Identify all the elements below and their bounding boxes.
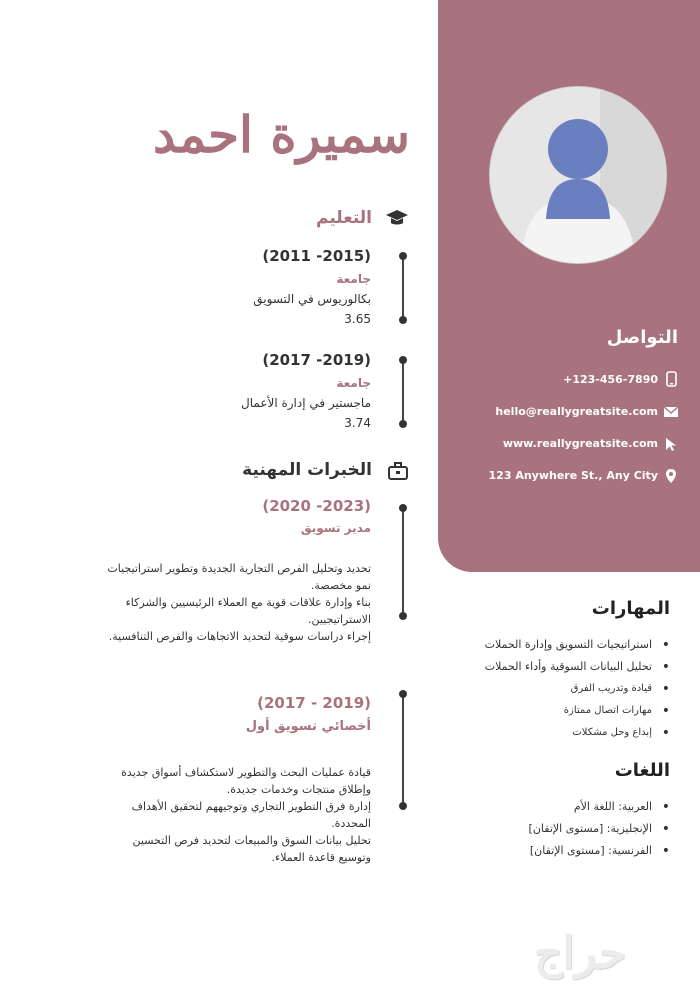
timeline-dot: [399, 690, 407, 698]
experience-title: الخبرات المهنية: [242, 460, 372, 480]
timeline-dot: [399, 612, 407, 620]
list-item: • مهارات اتصال ممتازة: [485, 700, 652, 722]
description-line: إدارة فرق التطوير التجاري وتوجيههم لتحقيق الأهداف: [131, 800, 371, 813]
contact-phone[interactable]: +123-456-7890: [563, 373, 658, 386]
watermark-logo: حراج: [533, 928, 627, 979]
contact-website[interactable]: www.reallygreatsite.com: [502, 437, 658, 450]
education-gpa: 3.74: [344, 416, 371, 430]
skills-list: [485, 634, 652, 744]
description-line: وإطلاق منتجات وخدمات جديدة.: [226, 783, 371, 796]
list-item: • تحليل البيانات السوقية وأداء الحملات: [485, 656, 652, 678]
experience-role: أخصائي تسويق أول: [245, 719, 371, 734]
education-title: التعليم: [316, 208, 372, 228]
education-degree: ماجستير في إدارة الأعمال: [241, 396, 371, 410]
description-line: إجراء دراسات سوقية لتحديد الاتجاهات والفرص التنافسية.: [108, 630, 371, 643]
education-years: (2019- 2017): [262, 351, 371, 369]
description-line: قيادة عمليات البحث والتطوير لاستكشاف أسواق جديدة: [121, 766, 371, 779]
timeline-dot: [399, 420, 407, 428]
timeline-dot: [399, 504, 407, 512]
description-line: المحددة.: [331, 817, 371, 830]
languages-list: [529, 796, 652, 862]
description-line: تحديد وتحليل الفرص التجارية الجديدة وتطوير استراتيجيات: [107, 562, 371, 575]
description-line: نمو مخصصة.: [310, 579, 371, 592]
description-line: الاستراتيجيين.: [308, 613, 371, 626]
briefcase-icon: [388, 462, 408, 480]
cursor-icon: [663, 436, 679, 452]
list-item: • قيادة وتدريب الفرق: [485, 678, 652, 700]
list-item: • الإنجليزية: [مستوى الإتقان]: [529, 818, 652, 840]
list-item: • إبداع وحل مشكلات: [485, 722, 652, 744]
timeline-dot: [399, 802, 407, 810]
skills-title: المهارات: [591, 598, 670, 619]
experience-years: (2019 - 2017): [257, 694, 371, 712]
graduation-cap-icon: [385, 208, 409, 228]
contact-address: 123 Anywhere St., Any City: [488, 469, 658, 482]
education-institution: جامعة: [336, 376, 371, 390]
list-item: • الفرنسية: [مستوى الإتقان]: [529, 840, 652, 862]
timeline-line: [402, 256, 404, 320]
description-line: بناء وإدارة علاقات قوية مع العملاء الرئيسيين والشركاء: [125, 596, 371, 609]
page-title: سميرة احمد: [152, 105, 410, 164]
experience-description: [79, 764, 371, 866]
timeline-line: [402, 508, 404, 616]
timeline-dot: [399, 252, 407, 260]
list-item: • استراتيجيات التسويق وإدارة الحملات: [485, 634, 652, 656]
description-line: تحليل بيانات السوق والمبيعات لتحديد فرص التحسين: [132, 834, 371, 847]
timeline-line: [402, 360, 404, 424]
education-years: (2015- 2011): [262, 247, 371, 265]
list-item: • العربية: اللغة الأم: [529, 796, 652, 818]
phone-icon: [663, 371, 679, 387]
timeline-dot: [399, 356, 407, 364]
description-line: وتوسيع قاعدة العملاء.: [271, 851, 371, 864]
education-institution: جامعة: [336, 272, 371, 286]
education-gpa: 3.65: [344, 312, 371, 326]
timeline-line: [402, 694, 404, 806]
languages-title: اللغات: [614, 760, 670, 781]
avatar-silhouette-icon: [490, 87, 666, 263]
location-pin-icon: [663, 468, 679, 484]
contact-title: التواصل: [606, 327, 678, 348]
education-degree: بكالوريوس في التسويق: [253, 292, 371, 306]
contact-email[interactable]: hello@reallygreatsite.com: [495, 405, 658, 418]
experience-years: (2023- 2020): [262, 497, 371, 515]
experience-role: مدير تسويق: [300, 521, 371, 535]
profile-photo: [489, 86, 667, 264]
timeline-dot: [399, 316, 407, 324]
experience-description: [79, 560, 371, 645]
mail-icon: [663, 404, 679, 420]
